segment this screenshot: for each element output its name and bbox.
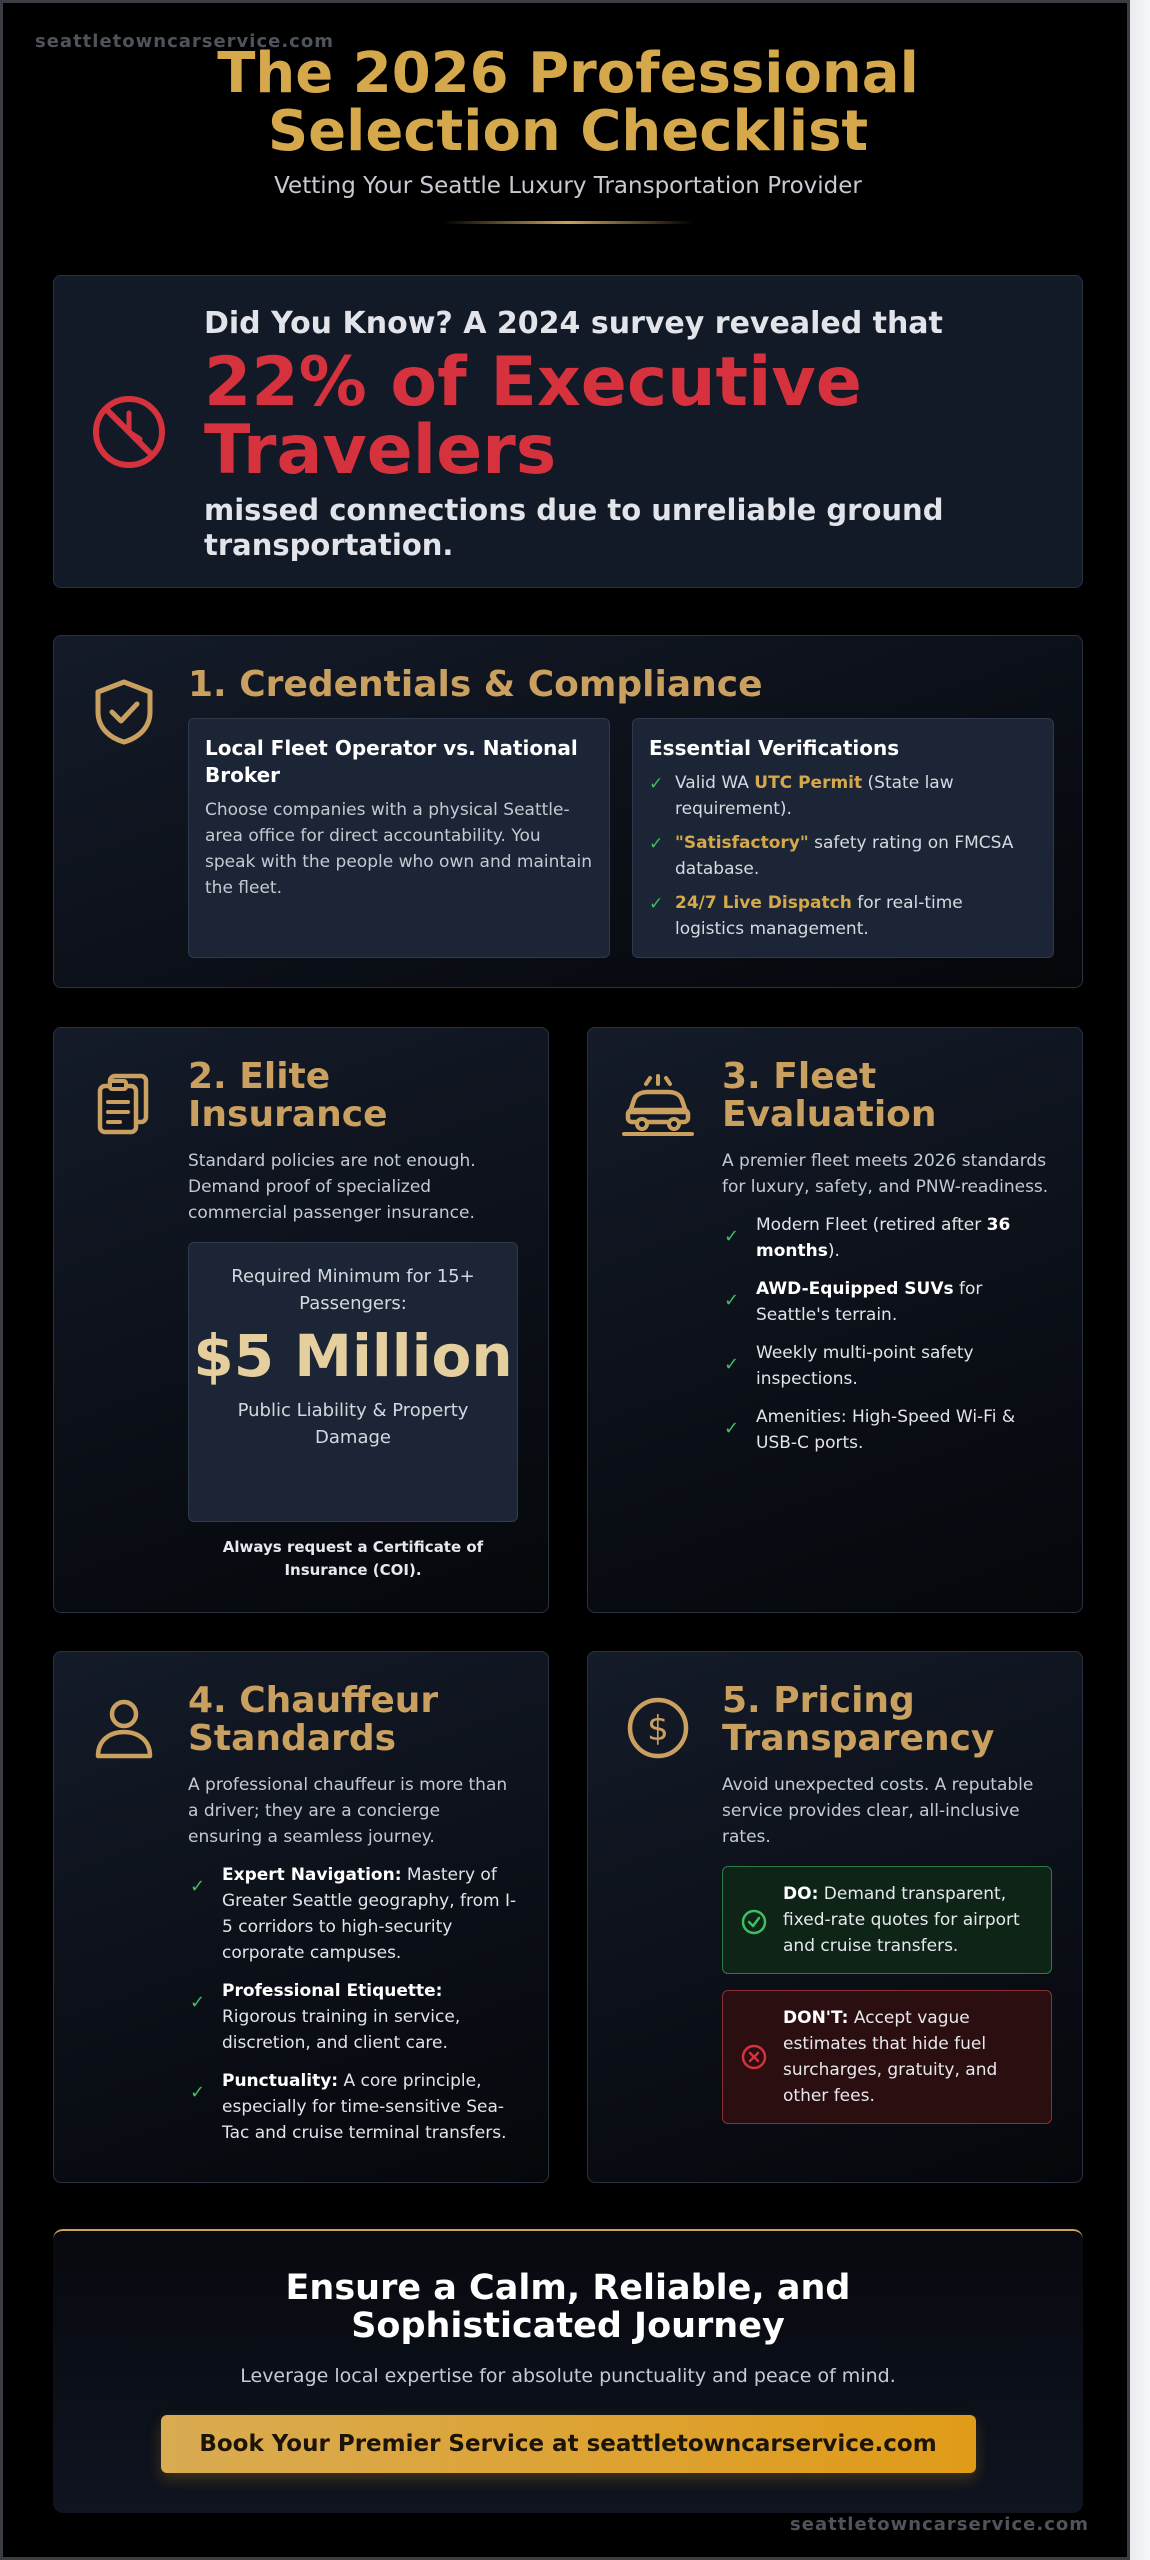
check-icon: ✓: [649, 774, 664, 794]
insurance-card: [53, 1027, 549, 1613]
dollar-icon: [622, 1692, 694, 1764]
clipboard-icon: [88, 1068, 160, 1140]
check-icon: ✓: [190, 1876, 206, 1897]
pricing-title: 5. Pricing Transparency: [722, 1680, 995, 1759]
list-item: ✓ AWD-Equipped SUVs for Seattle's terrain.: [724, 1279, 983, 1325]
dont-label: DON'T:: [783, 2008, 849, 2028]
fleet-content: [722, 1058, 1052, 1456]
dont-text: Accept vague estimates that hide fuel surcharges, gratuity, and other fees.: [783, 2008, 998, 2106]
list-item: ✓ Valid WA UTC Permit (State law requirement).: [649, 773, 954, 819]
stat-after: missed connections due to unreliable ground transportation.: [204, 493, 944, 562]
fleet-title: 3. Fleet Evaluation: [722, 1056, 937, 1135]
fleet-list: [722, 1212, 1052, 1456]
credentials-card: [53, 635, 1083, 988]
page-title: The 2026 Professional Selection Checklist: [217, 41, 919, 164]
check-icon: ✓: [190, 2082, 206, 2103]
watermark-top: seattletowncarservice.com: [35, 31, 334, 52]
check-icon: ✓: [724, 1418, 740, 1439]
prohibited-icon: [88, 391, 170, 473]
chauffeur-desc: A professional chauffeur is more than a driver; they are a concierge ensuring a seamless journey.: [188, 1775, 508, 1847]
verifications-heading: Essential Verifications: [649, 736, 900, 760]
check-circle-icon: [741, 1909, 767, 1935]
user-icon: [88, 1692, 160, 1764]
stat-intro: Did You Know? A 2024 survey revealed that: [204, 306, 943, 341]
chauffeur-card: [53, 1651, 549, 2183]
chauffeur-list: [188, 1862, 518, 2146]
do-box: [722, 1866, 1052, 1974]
book-service-button[interactable]: Book Your Premier Service at seattletowncarservice.com: [161, 2415, 976, 2473]
check-icon: ✓: [190, 1992, 206, 2013]
list-item: ✓ Professional Etiquette: Rigorous training in service, discretion, and client care.: [190, 1981, 461, 2053]
list-item: ✓ Modern Fleet (retired after 36 months).: [724, 1215, 1011, 1261]
header-divider: [443, 221, 693, 224]
minimum-coverage-box: [188, 1242, 518, 1522]
coi-note: Always request a Certificate of Insurance (COI).: [222, 1538, 484, 1579]
watermark-bottom: seattletowncarservice.com: [790, 2514, 1089, 2535]
stat-card: [53, 275, 1083, 588]
x-circle-icon: [741, 2044, 767, 2070]
dont-box: [722, 1990, 1052, 2124]
pricing-card: [587, 1651, 1083, 2183]
check-icon: ✓: [724, 1290, 740, 1311]
chauffeur-content: [188, 1682, 518, 2146]
cta-title: Ensure a Calm, Reliable, and Sophisticated Journey: [285, 2268, 851, 2346]
page-subtitle: Vetting Your Seattle Luxury Transportation Provider: [274, 173, 862, 199]
list-item: ✓ Punctuality: A core principle, especially for time-sensitive Sea-Tac and cruise terminal transfers.: [190, 2071, 507, 2143]
check-icon: ✓: [724, 1226, 740, 1247]
do-text: Demand transparent, fixed-rate quotes for airport and cruise transfers.: [783, 1884, 1020, 1956]
minimum-label: Required Minimum for 15+ Passengers:: [231, 1266, 475, 1314]
fleet-card: [587, 1027, 1083, 1613]
credentials-title: 1. Credentials & Compliance: [188, 664, 763, 705]
insurance-desc: Standard policies are not enough. Demand proof of specialized commercial passenger insurance.: [188, 1151, 476, 1223]
cta-subtitle: Leverage local expertise for absolute punctuality and peace of mind.: [240, 2365, 896, 2387]
stat-highlight: 22% of Executive Travelers: [204, 343, 862, 490]
local-operator-body: Choose companies with a physical Seattle-area office for direct accountability. You speak with the people who own and maintain the fleet.: [205, 800, 592, 898]
list-item: ✓ Weekly multi-point safety inspections.: [724, 1343, 974, 1389]
list-item: ✓ 24/7 Live Dispatch for real-time logistics management.: [649, 893, 963, 939]
verifications-list: [649, 770, 1037, 942]
check-icon: ✓: [649, 894, 664, 914]
shield-check-icon: [88, 676, 160, 748]
coverage-sub: Public Liability & Property Damage: [237, 1400, 469, 1448]
stat-text: [204, 306, 1042, 563]
local-operator-box: [188, 718, 610, 958]
local-operator-heading: Local Fleet Operator vs. National Broker: [205, 736, 578, 787]
do-label: DO:: [783, 1884, 819, 1904]
svg-text:$: $: [647, 1709, 669, 1749]
list-item: ✓ Expert Navigation: Mastery of Greater Seattle geography, from I-5 corridors to high-security corporate campuses.: [190, 1865, 517, 1963]
chauffeur-title: 4. Chauffeur Standards: [188, 1680, 439, 1759]
fleet-desc: A premier fleet meets 2026 standards for luxury, safety, and PNW-readiness.: [722, 1151, 1049, 1197]
check-icon: ✓: [724, 1354, 740, 1375]
page-edge: [1130, 0, 1150, 2560]
car-icon: [622, 1068, 694, 1140]
coverage-amount: $5 Million: [193, 1322, 513, 1390]
cta-section: [53, 2229, 1083, 2513]
list-item: ✓ Amenities: High-Speed Wi-Fi & USB-C ports.: [724, 1407, 1016, 1453]
pricing-desc: Avoid unexpected costs. A reputable service provides clear, all-inclusive rates.: [722, 1775, 1034, 1847]
check-icon: ✓: [649, 834, 664, 854]
pricing-content: [722, 1682, 1052, 2124]
insurance-title: 2. Elite Insurance: [188, 1056, 388, 1135]
insurance-content: [188, 1058, 518, 1582]
list-item: ✓ "Satisfactory" safety rating on FMCSA database.: [649, 833, 1014, 879]
verifications-box: [632, 718, 1054, 958]
